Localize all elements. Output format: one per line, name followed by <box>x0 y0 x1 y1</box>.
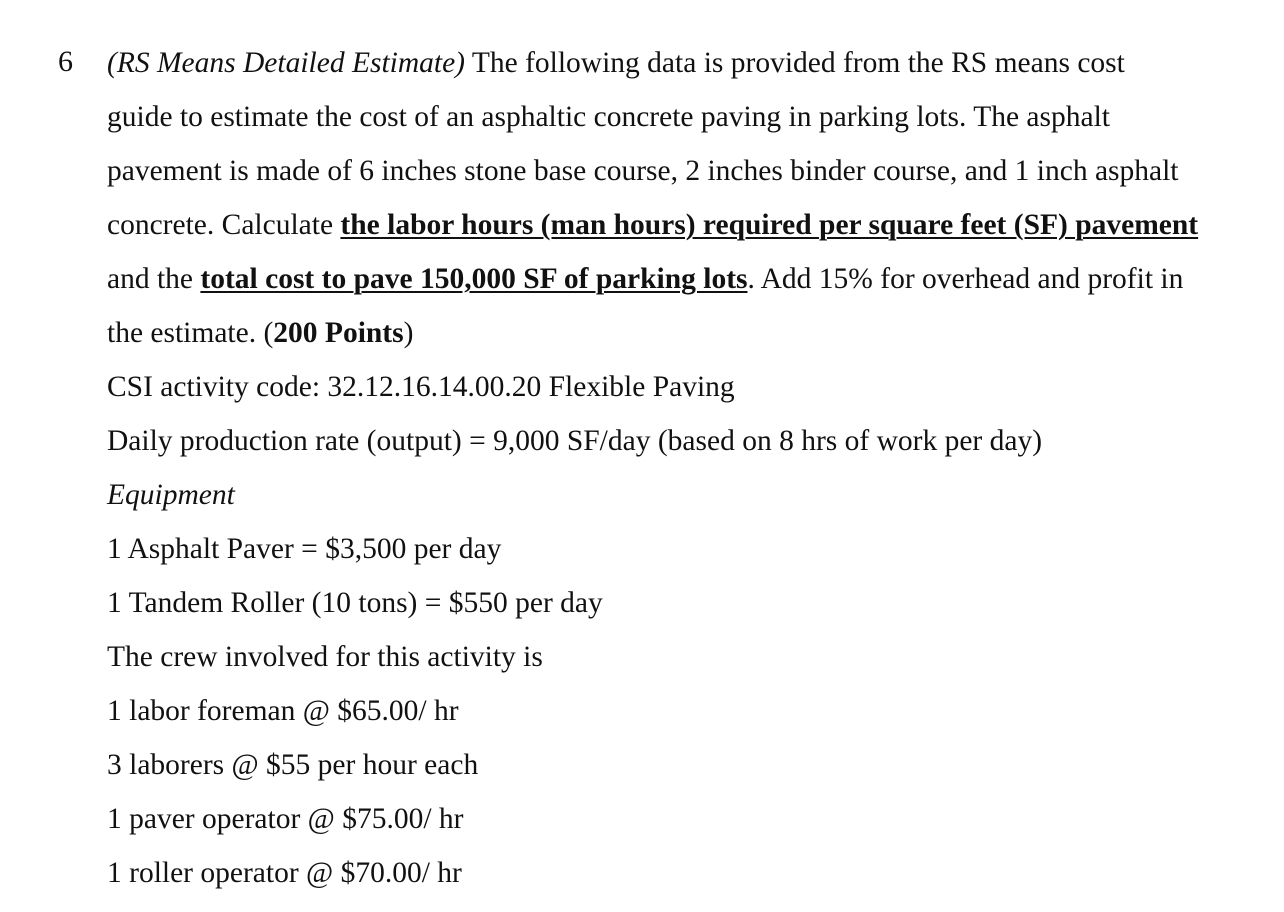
labor-hours-requirement: the labor hours (man hours) required per square feet (SF) pavement <box>340 209 1199 241</box>
question-text-6b: ) <box>403 317 414 349</box>
crew-heading: The crew involved for this activity is <box>107 641 543 673</box>
crew-item-foreman: 1 labor foreman @ $65.00/ hr <box>107 695 459 727</box>
equipment-heading: Equipment <box>107 479 235 511</box>
crew-item-roller-operator: 1 roller operator @ $70.00/ hr <box>107 857 462 889</box>
question-title: (RS Means Detailed Estimate) <box>107 47 466 79</box>
question-line-2: guide to estimate the cost of an asphaltic concrete paving in parking lots. The asphalt <box>107 101 1110 133</box>
question-text-1: The following data is provided from the RS means cost <box>465 47 1125 79</box>
question-text-4: concrete. Calculate <box>107 209 341 241</box>
equipment-item-paver: 1 Asphalt Paver = $3,500 per day <box>107 533 502 565</box>
total-cost-requirement: total cost to pave 150,000 SF of parking lots <box>200 263 748 295</box>
question-text-6: the estimate. ( <box>107 317 274 349</box>
equipment-item-roller: 1 Tandem Roller (10 tons) = $550 per day <box>107 587 603 619</box>
question-number: 6 <box>58 45 73 78</box>
csi-activity-code: CSI activity code: 32.12.16.14.00.20 Flexible Paving <box>107 371 735 403</box>
question-text-5b: . Add 15% for overhead and profit in <box>747 263 1184 295</box>
question-line-3: pavement is made of 6 inches stone base course, 2 inches binder course, and 1 inch asphalt <box>107 155 1179 187</box>
question-line-6 <box>107 313 413 353</box>
daily-production-rate: Daily production rate (output) = 9,000 SF/day (based on 8 hrs of work per day) <box>107 425 1043 457</box>
crew-item-laborers: 3 laborers @ $55 per hour each <box>107 749 479 781</box>
points-value: 200 Points <box>273 317 404 349</box>
question-line-1 <box>107 43 1125 83</box>
question-line-4 <box>107 205 1198 245</box>
crew-item-paver-operator: 1 paver operator @ $75.00/ hr <box>107 803 464 835</box>
question-line-5 <box>107 259 1183 299</box>
question-text-5: and the <box>107 263 201 295</box>
